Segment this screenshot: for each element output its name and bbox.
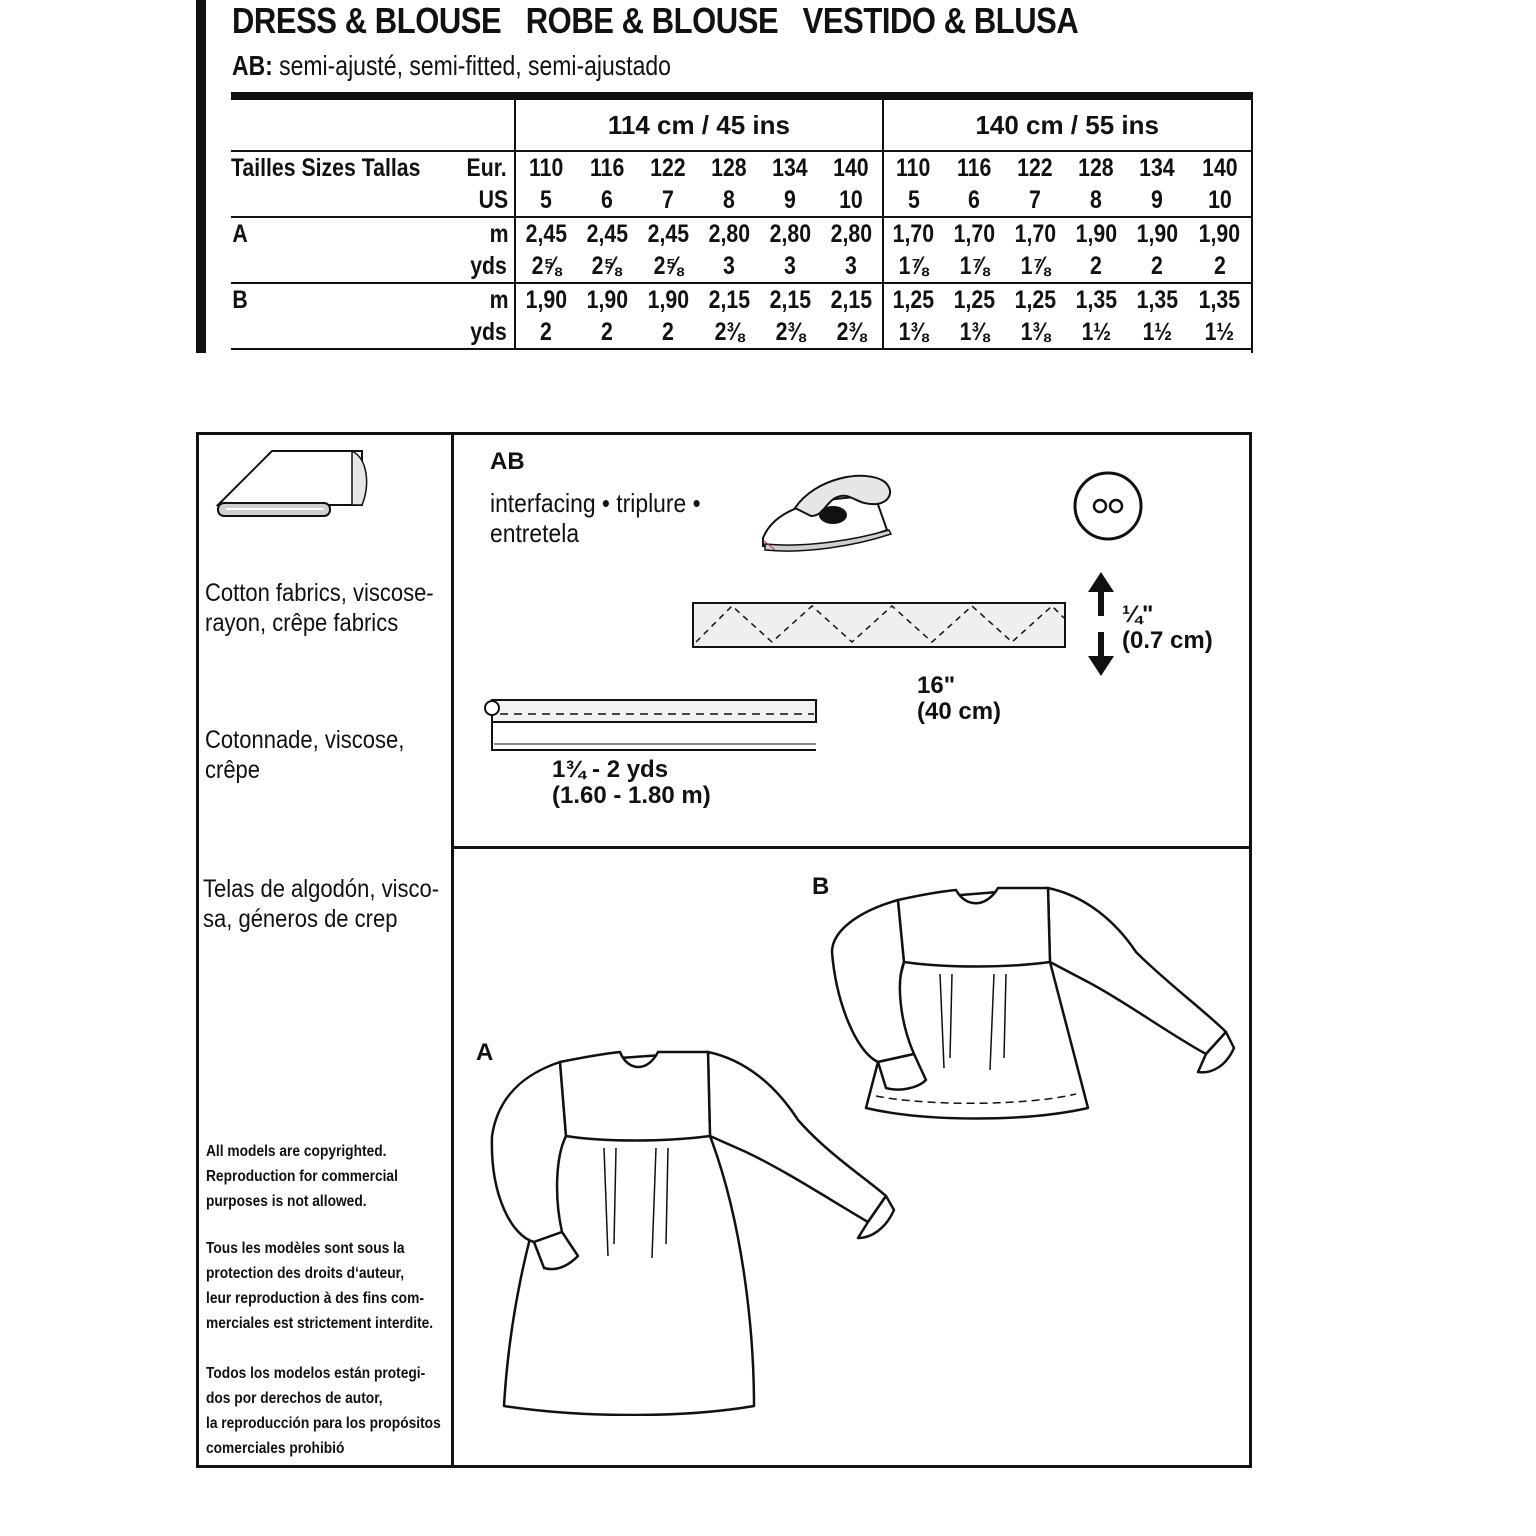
fabric-english <box>205 578 434 638</box>
us-size: 6 <box>600 186 613 214</box>
table-right-rule <box>1251 92 1253 353</box>
unit-yds-label: yds <box>470 252 508 280</box>
panel-divider-horizontal <box>451 846 1249 849</box>
yardage-cell: 1,25 <box>1014 286 1056 314</box>
eur-label: Eur. <box>466 154 507 182</box>
yardage-cell: 1,35 <box>1136 286 1178 314</box>
fabric-bolt-icon <box>212 445 377 523</box>
page-title: DRESS & BLOUSE ROBE & BLOUSE VESTIDO & BLUSA <box>232 0 1079 41</box>
view-b-row-label: B <box>232 286 248 314</box>
unit-m-label: m <box>489 286 509 314</box>
us-size: 10 <box>1207 186 1232 214</box>
yardage-cell: 1,70 <box>1014 220 1056 248</box>
fabric-line: sa, géneros de crep <box>203 905 398 933</box>
unit-yds-label: yds <box>470 318 508 346</box>
fabric-line: Cotonnade, viscose, <box>205 726 405 754</box>
yardage-cell: 2⅜ <box>836 318 866 346</box>
double-arrow-icon <box>1086 570 1116 678</box>
us-size: 8 <box>723 186 735 214</box>
tape-icon <box>692 602 1067 650</box>
button-icon <box>1072 470 1144 542</box>
yardage-cell: 3 <box>784 252 796 280</box>
dress-illustration <box>484 1046 898 1416</box>
yardage-cell: 2 <box>1213 252 1226 280</box>
yardage-cell: 3 <box>723 252 735 280</box>
elastic-length-line: (1.60 - 1.80 m) <box>552 782 711 809</box>
copyright-line: Reproduction for commercial <box>206 1168 398 1185</box>
subtitle-text: semi-ajusté, semi-fitted, semi-ajustado <box>272 50 671 81</box>
fabric-spanish <box>203 874 439 934</box>
eur-size: 110 <box>896 154 931 182</box>
copyright-line: merciales est strictement interdite. <box>206 1315 434 1332</box>
us-label: US <box>478 186 508 214</box>
yardage-cell: 3 <box>845 252 857 280</box>
yardage-cell: 2 <box>1151 252 1164 280</box>
yardage-cell: 1,90 <box>525 286 567 314</box>
elastic-icon <box>480 694 820 756</box>
yardage-cell: 2,80 <box>769 220 811 248</box>
copyright-line: leur reproduction à des fins com- <box>206 1290 424 1307</box>
left-accent-bar <box>196 0 206 353</box>
yardage-cell: 1,25 <box>892 286 935 314</box>
fabric-french <box>205 725 404 785</box>
yardage-cell: 1,25 <box>953 286 995 314</box>
copyright-line: purposes is not allowed. <box>206 1193 367 1210</box>
yardage-cell: 1,90 <box>1199 220 1241 248</box>
fabric-line: crêpe <box>205 756 261 784</box>
unit-m-label: m <box>489 220 509 248</box>
sizes-label: Tailles Sizes Tallas <box>231 154 421 182</box>
eur-size: 128 <box>711 154 747 182</box>
subtitle-label: AB: <box>232 50 273 81</box>
us-size: 10 <box>839 186 863 214</box>
copyright-line: comerciales prohibió <box>206 1440 345 1457</box>
yardage-cell: 2,15 <box>830 286 872 314</box>
yardage-cell: 1,90 <box>586 286 628 314</box>
yardage-cell: 1,90 <box>1075 220 1117 248</box>
yardage-cell: 2 <box>661 318 674 346</box>
eur-size: 110 <box>529 154 564 182</box>
yardage-cell: 1⅜ <box>898 318 929 346</box>
tape-length-line: 16" <box>917 672 956 699</box>
eur-size: 128 <box>1078 154 1114 182</box>
us-size: 6 <box>968 186 981 214</box>
yardage-cell: 1,35 <box>1199 286 1241 314</box>
eur-size: 134 <box>772 154 808 182</box>
tape-height-line: (0.7 cm) <box>1122 627 1213 654</box>
us-size: 5 <box>540 186 553 214</box>
yardage-cell: 2⅝ <box>531 252 562 280</box>
tape-height-label <box>1122 602 1213 654</box>
yardage-cell: 2⅝ <box>653 252 683 280</box>
yardage-cell: 1½ <box>1205 318 1235 346</box>
us-size: 9 <box>784 186 796 214</box>
yardage-cell: 1,90 <box>647 286 689 314</box>
copyright-english <box>206 1139 398 1214</box>
interfacing-line: entretela <box>490 518 580 548</box>
us-size: 9 <box>1151 186 1164 214</box>
fabric-line: rayon, crêpe fabrics <box>205 609 399 637</box>
copyright-line: protection des droits d‘auteur, <box>206 1265 405 1282</box>
tape-height-line: ¼" <box>1122 601 1154 628</box>
copyright-french <box>206 1236 433 1336</box>
yardage-cell: 2 <box>1090 252 1103 280</box>
yardage-cell: 2,45 <box>647 220 689 248</box>
eur-size: 134 <box>1139 154 1175 182</box>
panel-divider-vertical <box>451 432 454 1465</box>
yardage-cell: 2 <box>600 318 613 346</box>
eur-size: 140 <box>833 154 869 182</box>
yardage-cell: 1,90 <box>1136 220 1178 248</box>
eur-size: 116 <box>956 154 992 182</box>
copyright-line: Todos los modelos están protegi- <box>206 1365 426 1382</box>
yardage-cell: 1,70 <box>892 220 935 248</box>
us-size: 7 <box>661 186 674 214</box>
yardage-cell: 2,45 <box>586 220 628 248</box>
us-size: 7 <box>1029 186 1042 214</box>
iron-icon <box>755 468 900 558</box>
elastic-length-line: 1¾ - 2 yds <box>552 756 669 783</box>
yardage-cell: 1⅞ <box>1020 252 1050 280</box>
interfacing-line: interfacing • triplure • <box>490 488 701 518</box>
copyright-line: dos por derechos de autor, <box>206 1390 383 1407</box>
copyright-line: All models are copyrighted. <box>206 1143 387 1160</box>
width-140-header: 140 cm / 55 ins <box>883 100 1252 151</box>
view-a-label: A <box>476 1039 494 1066</box>
yardage-cell: 1,70 <box>953 220 995 248</box>
fabric-line: Cotton fabrics, viscose- <box>205 579 434 607</box>
tape-length-label <box>917 673 1001 725</box>
yardage-table <box>231 92 1253 350</box>
copyright-line: la reproducción para los propósitos <box>206 1415 441 1432</box>
eur-size: 122 <box>1017 154 1053 182</box>
eur-size: 140 <box>1202 154 1238 182</box>
us-size: 8 <box>1090 186 1103 214</box>
yardage-cell: 1,35 <box>1075 286 1117 314</box>
eur-size: 116 <box>589 154 624 182</box>
fabric-line: Telas de algodón, visco- <box>203 875 440 903</box>
yardage-cell: 2 <box>540 318 553 346</box>
yardage-cell: 1⅞ <box>898 252 929 280</box>
yardage-cell: 1½ <box>1081 318 1111 346</box>
yardage-cell: 2,45 <box>525 220 567 248</box>
yardage-cell: 2⅜ <box>775 318 805 346</box>
yardage-cell: 2,80 <box>708 220 750 248</box>
view-b-label: B <box>812 873 830 900</box>
page-subtitle <box>232 50 671 82</box>
width-114-header: 114 cm / 45 ins <box>515 100 882 151</box>
yardage-cell: 1½ <box>1142 318 1173 346</box>
tape-length-line: (40 cm) <box>917 698 1002 725</box>
yardage-cell: 1⅜ <box>959 318 989 346</box>
copyright-spanish <box>206 1361 441 1461</box>
yardage-cell: 2,80 <box>830 220 872 248</box>
interfacing-label <box>490 488 701 548</box>
yardage-cell: 1⅞ <box>959 252 989 280</box>
view-a-row-label: A <box>232 220 248 248</box>
elastic-length-label <box>552 757 711 809</box>
yardage-cell: 1⅜ <box>1020 318 1050 346</box>
eur-size: 122 <box>650 154 686 182</box>
notions-view-label: AB <box>490 448 525 475</box>
yardage-cell: 2⅜ <box>714 318 744 346</box>
yardage-cell: 2,15 <box>708 286 750 314</box>
copyright-line: Tous les modèles sont sous la <box>206 1240 405 1257</box>
us-size: 5 <box>907 186 920 214</box>
yardage-cell: 2⅝ <box>592 252 622 280</box>
yardage-cell: 2,15 <box>769 286 811 314</box>
